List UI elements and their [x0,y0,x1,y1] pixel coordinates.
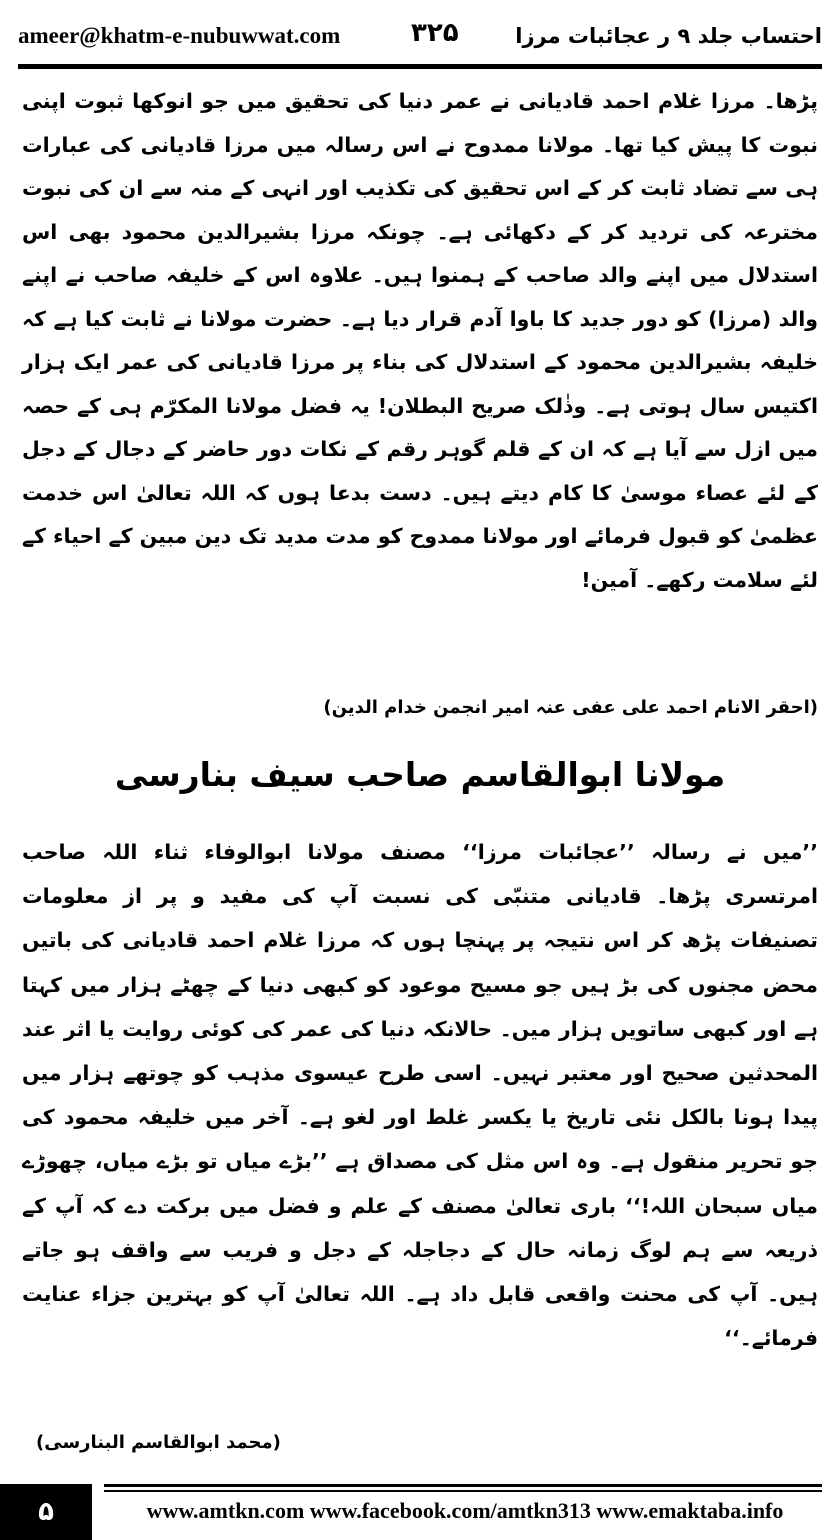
page-header [18,14,822,58]
header-page-number: ۳۲۵ [411,18,459,48]
paragraph-ahmad-ali: پڑھا۔ مرزا غلام احمد قادیانی نے عمر دنیا کی تحقیق میں جو انوکھا ثبوت اپنی نبوت کا پیش کیا تھا۔ مولانا ممدوح نے اس رسالہ میں مرزا قادیانی کی عبارات ہی سے تضاد ثابت کر کے اس تحقیق کی تکذیب اور انہی کے منہ سے ان کی نبوت مخترعہ کی تردید کر کے دکھائی ہے۔ چونکہ مرزا بشیرالدین محمود بھی اس استدلال میں اپنے والد صاحب کے ہمنوا ہیں۔ علاوہ اس کے خلیفہ صاحب نے اپنے والد (مرزا) کو دور جدید کا باوا آدم قرار دیا ہے۔ حضرت مولانا نے ثابت کیا ہے کہ خلیفہ بشیرالدین محمود کے استدلال کی بناء پر مرزا قادیانی کی عمر ایک ہزار اکتیس سال ہوتی ہے۔ وذٰلک صریح البطلان! یہ فضل مولانا المکرّم ہی کے حصہ میں ازل سے آیا ہے کہ ان کے قلم گوہر رقم کے نکات دور حاضر کے دجال کے دجل کے لئے عصاء موسیٰ کا کام دیتے ہیں۔ دست بدعا ہوں کہ اللہ تعالیٰ اس خدمت عظمیٰ کو قبول فرمائے اور مولانا ممدوح کو مدت مدید تک دین مبین کے احیاء کے لئے سلامت رکھے۔ آمین! [22,89,818,592]
footer-urls: www.amtkn.com www.facebook.com/amtkn313 www.emaktaba.info [146,1498,784,1523]
footer-rule [104,1484,822,1492]
header-book-title: احتساب جلد ۹ ر عجائبات مرزا [515,24,822,48]
paragraph-abul-qasim: ’’میں نے رسالہ ’’عجائبات مرزا‘‘ مصنف مولانا ابوالوفاء ثناء اللہ صاحب امرتسری پڑھا۔ قادیانی متنبّی کی نسبت آپ کی مفید و پر از معلومات تصنیفات پڑھ کر اس نتیجہ پر پہنچا ہوں کہ مرزا غلام احمد قادیانی کی باتیں محض مجنوں کی بڑ ہیں جو مسیح موعود کو کبھی دنیا کے چھٹے ہزار میں کہتا ہے اور کبھی ساتویں ہزار میں۔ حالانکہ دنیا کی عمر کی کوئی روایت یا اثر عند المحدثین صحیح اور معتبر نہیں۔ اسی طرح عیسوی مذہب کو چوتھے ہزار میں پیدا ہونا بالکل نئی تاریخ یا یکسر غلط اور لغو ہے۔ آخر میں خلیفہ محمود کی جو تحریر منقول ہے۔ وہ اس مثل کی مصداق ہے ’’بڑے میاں تو بڑے میاں، چھوڑے میاں سبحان اللہ!‘‘ باری تعالیٰ مصنف کے علم و فضل میں برکت دے کہ آپ کے ذریعہ سے ہم لوگ زمانہ حال کے دجاجلہ کے دجل و فریب سے واقف ہو جاتے ہیں۔ آپ کی محنت واقعی قابل داد ہے۔ اللہ تعالیٰ آپ کو بہترین جزاء عنایت فرمائے۔‘‘ [22,840,818,1351]
header-rule [18,64,822,69]
footer-page-number: ۵ [0,1484,92,1540]
header-email: ameer@khatm-e-nubuwwat.com [18,23,341,48]
section-title: مولانا ابوالقاسم صاحب سیف بنارسی [114,755,726,794]
signature-ahmad-ali: (احقر الانام احمد علی عفی عنہ امیر انجمن خدام الدین) [323,697,818,718]
signature-abul-qasim: (محمد ابوالقاسم البنارسی) [36,1432,281,1453]
page-footer [0,1484,840,1540]
